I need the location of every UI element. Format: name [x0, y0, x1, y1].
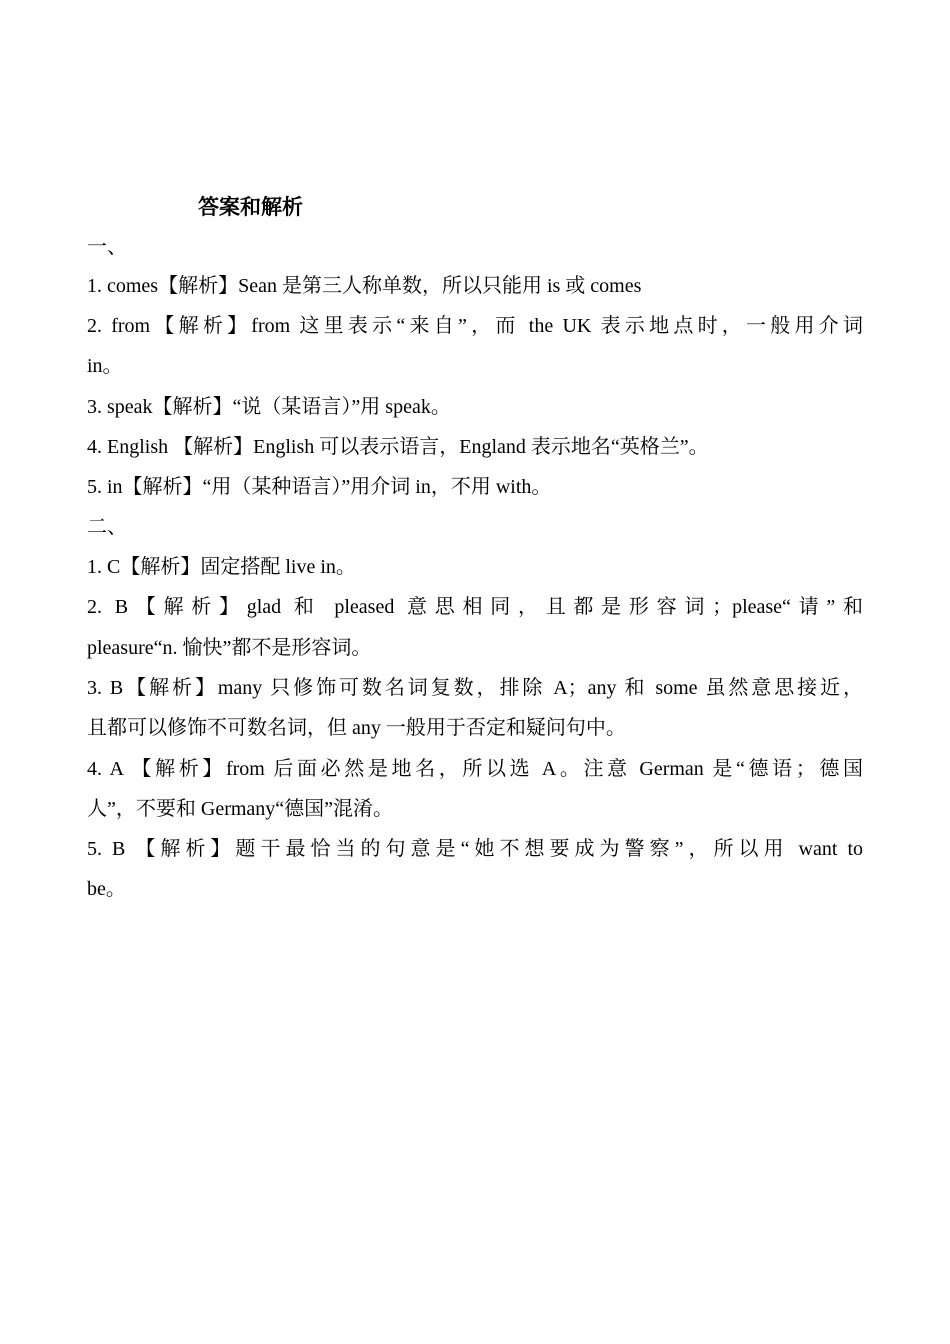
answer-line-continuation: 人”，不要和 Germany“德国”混淆。 — [87, 798, 394, 820]
answer-line: 2. B【解析】glad 和 pleased 意思相同，且都是形容词；please“请”和 — [87, 596, 863, 618]
answer-line-continuation: be。 — [87, 878, 126, 900]
answer-line-continuation: 且都可以修饰不可数名词，但 any 一般用于否定和疑问句中。 — [87, 717, 626, 739]
answer-line: 3. speak【解析】“说（某语言）”用 speak。 — [87, 396, 451, 418]
section-heading-2: 二、 — [87, 516, 127, 538]
answer-line-continuation: in。 — [87, 355, 123, 377]
answer-title: 答案和解析 — [198, 195, 303, 219]
answer-line-continuation: pleasure“n. 愉快”都不是形容词。 — [87, 637, 372, 659]
answer-line: 1. C【解析】固定搭配 live in。 — [87, 556, 356, 578]
answer-line: 2. from【解析】from 这里表示“来自”，而 the UK 表示地点时，一般用介词 — [87, 315, 863, 337]
section-heading-1: 一、 — [87, 236, 127, 258]
answer-line: 4. A 【解析】from 后面必然是地名，所以选 A。注意 German 是“德语；德国 — [87, 758, 863, 780]
answer-line: 5. in【解析】“用（某种语言）”用介词 in，不用 with。 — [87, 476, 552, 498]
answer-line: 5. B 【解析】题干最恰当的句意是“她不想要成为警察”，所以用 want to — [87, 838, 863, 860]
answer-line: 1. comes【解析】Sean 是第三人称单数，所以只能用 is 或 comes — [87, 275, 642, 297]
answer-line: 3. B【解析】many 只修饰可数名词复数，排除 A；any 和 some 虽然意思接近， — [87, 677, 863, 699]
answer-line: 4. English 【解析】English 可以表示语言，England 表示地名“英格兰”。 — [87, 436, 709, 458]
